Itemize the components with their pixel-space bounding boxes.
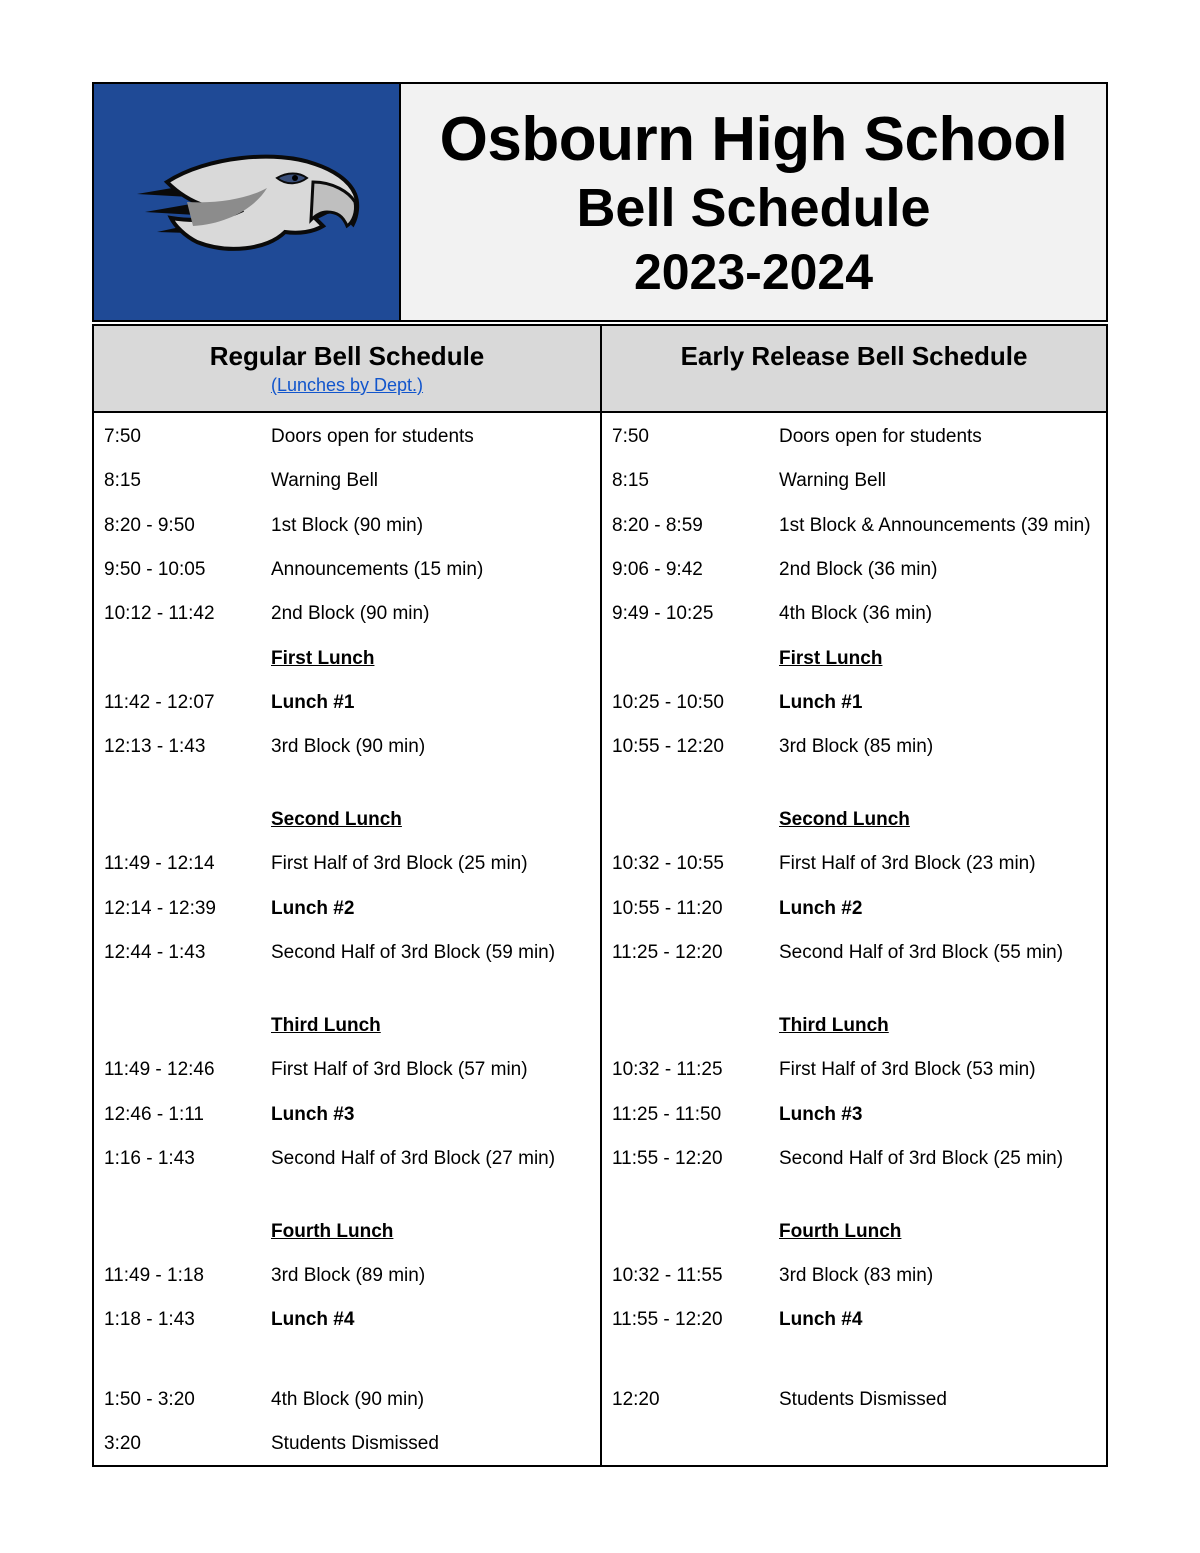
schedule-description: Second Half of 3rd Block (55 min) <box>779 942 1064 963</box>
schedule-time: 10:32 - 11:55 <box>612 1265 723 1286</box>
schedule-row <box>602 1101 1106 1129</box>
regular-schedule-header <box>94 326 600 413</box>
schedule-description: Fourth Lunch <box>779 1221 902 1242</box>
schedule-time: 12:44 - 1:43 <box>104 942 206 963</box>
schedule-description: 3rd Block (89 min) <box>271 1265 426 1286</box>
schedule-time: 11:42 - 12:07 <box>104 692 215 713</box>
schedule-time: 12:46 - 1:11 <box>104 1104 205 1125</box>
schedule-time: 8:15 <box>104 470 141 491</box>
schedule-description: Lunch #3 <box>271 1104 355 1125</box>
schedule-row <box>94 1145 600 1173</box>
schedule-row <box>94 1262 600 1290</box>
regular-schedule-title: Regular Bell Schedule <box>209 341 485 371</box>
schedule-row <box>94 733 600 761</box>
schedule-row <box>94 895 600 923</box>
schedule-description: Lunch #4 <box>271 1309 355 1330</box>
lunch-section-heading <box>94 645 600 673</box>
title-panel <box>401 84 1106 320</box>
schedule-row <box>94 1306 600 1334</box>
schedule-description: Second Half of 3rd Block (27 min) <box>271 1148 556 1169</box>
schedule-description: Doors open for students <box>271 426 474 447</box>
schedule-row <box>602 1056 1106 1084</box>
schedule-time: 8:20 - 8:59 <box>612 515 703 536</box>
lunch-section-heading <box>94 1218 600 1246</box>
lunch-section-heading <box>602 1012 1106 1040</box>
schedule-row <box>602 467 1106 495</box>
schedule-description: 2nd Block (36 min) <box>779 559 938 580</box>
schedule-description: 2nd Block (90 min) <box>271 603 430 624</box>
schedule-description: 1st Block & Announcements (39 min) <box>779 515 1091 536</box>
schedule-description: Students Dismissed <box>779 1389 947 1410</box>
schedule-row <box>602 689 1106 717</box>
lunch-section-heading <box>602 806 1106 834</box>
eagle-head-icon <box>127 142 367 262</box>
schedule-description: Lunch #4 <box>779 1309 863 1330</box>
schedule-description: Second Half of 3rd Block (25 min) <box>779 1148 1064 1169</box>
schedule-description: Lunch #3 <box>779 1104 863 1125</box>
schedule-row <box>602 556 1106 584</box>
schedule-time: 8:15 <box>612 470 649 491</box>
schedule-row <box>94 423 600 451</box>
schedule-time: 1:18 - 1:43 <box>104 1309 195 1330</box>
lunch-section-heading <box>94 1012 600 1040</box>
schedule-time: 11:49 - 1:18 <box>104 1265 205 1286</box>
schedule-time: 3:20 <box>104 1433 141 1454</box>
schedule-time: 1:16 - 1:43 <box>104 1148 195 1169</box>
schedule-description: Lunch #2 <box>271 898 355 919</box>
schedule-description: Students Dismissed <box>271 1433 439 1454</box>
schedule-time: 12:13 - 1:43 <box>104 736 206 757</box>
document-subtitle: Bell Schedule <box>576 178 931 238</box>
schedule-time: 11:55 - 12:20 <box>612 1148 723 1169</box>
schedule-time: 7:50 <box>104 426 141 447</box>
schedule-time: 11:25 - 11:50 <box>612 1104 722 1125</box>
schedule-row <box>94 689 600 717</box>
schedule-description: 4th Block (90 min) <box>271 1389 425 1410</box>
schedule-row <box>94 467 600 495</box>
schedule-row <box>602 423 1106 451</box>
school-name: Osbourn High School <box>439 105 1068 174</box>
early-release-schedule-title: Early Release Bell Schedule <box>680 341 1028 371</box>
schedule-row <box>602 850 1106 878</box>
schedule-time: 9:49 - 10:25 <box>612 603 714 624</box>
schedule-description: Fourth Lunch <box>271 1221 394 1242</box>
schedule-time: 1:50 - 3:20 <box>104 1389 195 1410</box>
schedule-description: Lunch #2 <box>779 898 863 919</box>
schedule-time: 10:55 - 12:20 <box>612 736 724 757</box>
schedule-description: First Half of 3rd Block (25 min) <box>271 853 528 874</box>
schedule-description: Third Lunch <box>779 1015 889 1036</box>
schedule-row <box>602 512 1106 540</box>
schedule-description: 4th Block (36 min) <box>779 603 933 624</box>
schedule-description: Announcements (15 min) <box>271 559 484 580</box>
schedule-description: Third Lunch <box>271 1015 381 1036</box>
schedule-time: 11:25 - 12:20 <box>612 942 723 963</box>
school-year: 2023-2024 <box>633 244 874 300</box>
logo-panel <box>94 84 401 320</box>
schedule-row <box>602 1262 1106 1290</box>
schedule-row <box>602 895 1106 923</box>
schedule-row <box>94 600 600 628</box>
schedule-row <box>602 600 1106 628</box>
schedule-description: 3rd Block (83 min) <box>779 1265 934 1286</box>
schedule-time: 11:55 - 12:20 <box>612 1309 723 1330</box>
schedule-description: Warning Bell <box>271 470 379 491</box>
schedule-row <box>94 556 600 584</box>
schedule-time: 11:49 - 12:14 <box>104 853 215 874</box>
early-release-schedule-header <box>602 326 1106 413</box>
schedule-time: 9:50 - 10:05 <box>104 559 206 580</box>
lunches-by-dept-link[interactable]: (Lunches by Dept.) <box>270 375 424 395</box>
schedule-time: 8:20 - 9:50 <box>104 515 195 536</box>
lunch-section-heading <box>602 645 1106 673</box>
schedule-row <box>602 733 1106 761</box>
schedule-time: 7:50 <box>612 426 649 447</box>
schedule-description: First Half of 3rd Block (53 min) <box>779 1059 1036 1080</box>
schedule-description: 1st Block (90 min) <box>271 515 424 536</box>
schedule-description: Doors open for students <box>779 426 982 447</box>
schedule-description: 3rd Block (90 min) <box>271 736 426 757</box>
schedule-description: Lunch #1 <box>779 692 863 713</box>
schedule-description: Warning Bell <box>779 470 887 491</box>
schedule-row <box>602 1386 1106 1414</box>
schedule-row <box>94 512 600 540</box>
schedule-time: 12:20 <box>612 1389 660 1410</box>
schedule-time: 10:55 - 11:20 <box>612 898 723 919</box>
schedule-description: First Lunch <box>271 648 375 669</box>
schedule-description: Second Lunch <box>779 809 910 830</box>
schedule-row <box>94 939 600 967</box>
schedule-description: First Half of 3rd Block (23 min) <box>779 853 1036 874</box>
schedule-time: 10:12 - 11:42 <box>104 603 215 624</box>
schedule-time: 10:32 - 11:25 <box>612 1059 723 1080</box>
schedule-row <box>94 850 600 878</box>
schedule-time: 10:25 - 10:50 <box>612 692 724 713</box>
schedule-description: Second Half of 3rd Block (59 min) <box>271 942 556 963</box>
schedule-row <box>602 1306 1106 1334</box>
schedule-description: First Lunch <box>779 648 883 669</box>
schedule-row <box>94 1056 600 1084</box>
schedule-time: 9:06 - 9:42 <box>612 559 703 580</box>
lunch-section-heading <box>94 806 600 834</box>
schedule-time: 11:49 - 12:46 <box>104 1059 215 1080</box>
schedule-row <box>602 1145 1106 1173</box>
schedule-time: 10:32 - 10:55 <box>612 853 724 874</box>
schedule-description: Second Lunch <box>271 809 402 830</box>
schedule-row <box>94 1430 600 1458</box>
early-release-schedule-column <box>600 326 1106 1465</box>
schedule-description: First Half of 3rd Block (57 min) <box>271 1059 528 1080</box>
schedule-time: 12:14 - 12:39 <box>104 898 216 919</box>
schedule-row <box>602 939 1106 967</box>
schedule-header <box>92 82 1108 322</box>
schedule-row <box>94 1386 600 1414</box>
schedule-table <box>92 324 1108 1467</box>
schedule-row <box>94 1101 600 1129</box>
schedule-description: Lunch #1 <box>271 692 355 713</box>
regular-schedule-column <box>94 326 600 1465</box>
schedule-description: 3rd Block (85 min) <box>779 736 934 757</box>
lunch-section-heading <box>602 1218 1106 1246</box>
